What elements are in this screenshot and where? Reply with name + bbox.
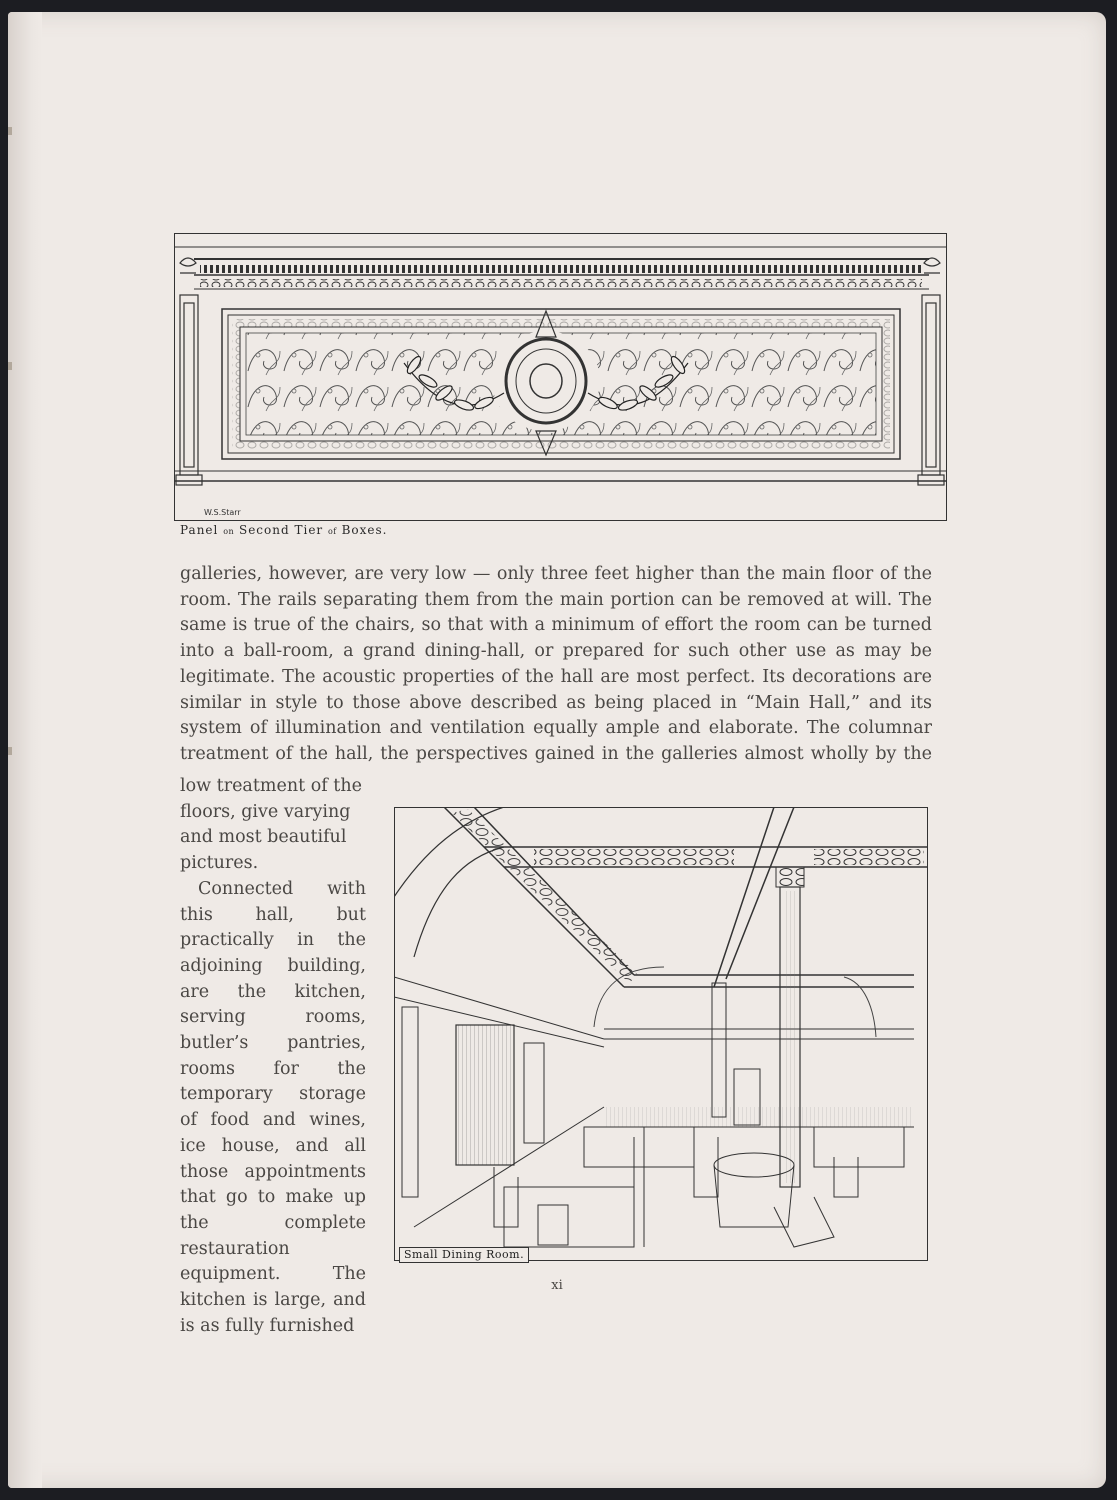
caption-word: Panel [180,523,219,537]
caption-word: Second Tier [238,523,324,537]
column-paragraph: low treatment of the floors, give varying and most beautiful pictures. [180,776,362,874]
binding-stitch [8,747,12,755]
book-page [8,12,1106,1488]
binding-stitch [8,362,12,370]
caption-word: of [327,527,337,536]
panel-caption [180,523,387,537]
binding-stitch [8,127,12,135]
panel-illustration [174,233,947,521]
dining-room-illustration [394,807,928,1261]
page-binding-edge [8,12,42,1488]
body-text-full-width: galleries, however, are very low — only three feet higher than the main floor of the room. The rails separating them from the main portion can be removed at will. The same is true of the chairs, so that with a minimum of effort the room can be turned into a ball-room, a grand dining-hall, or prepared for such other use as may be legitimate. The acoustic properties of the hall are most perfect. Its decorations are similar in style to those above described as being placed in “Main Hall,” and its system of illumination and ventilation equally ample and elaborate. The columnar treatment of the hall, the perspectives gained in the galleries almost wholly by the [180,564,932,764]
caption-word: on [223,527,235,536]
artist-signature: W.S.Starr [204,508,241,517]
page-number: xi [551,1278,563,1293]
dining-room-caption: Small Dining Room. [399,1247,529,1263]
caption-word: Boxes. [341,523,388,537]
column-paragraph: Connected with this hall, but practically in the adjoining building, are the kitchen, serving rooms, butler’s pantries, rooms for the temporary storage of food and wines, ice house, and all those appointments that go to make up the complete restauration equipment. The kitchen is large, and is as fully furnished [180,878,366,1336]
body-text-column [180,774,366,1339]
